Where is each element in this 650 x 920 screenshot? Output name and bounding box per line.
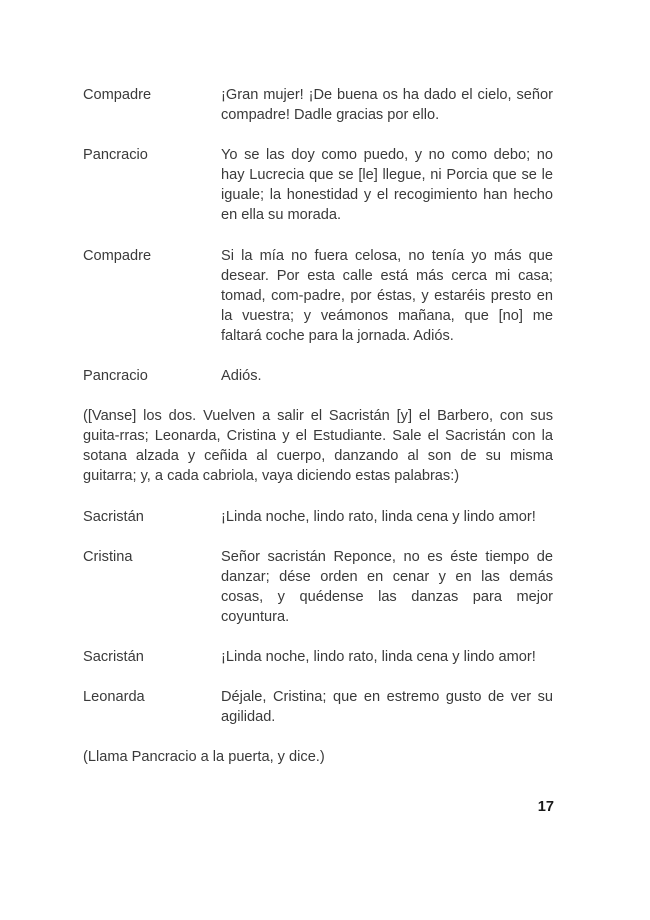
speech-text: Si la mía no fuera celosa, no tenía yo más que desear. Por esta calle está más cerca mi casa; tomad, com-padre, por éstas, y estaréis presto en la vuestra; y veámonos mañana, que [no] me faltará coche para la jornada. Adiós. — [221, 247, 553, 344]
dialogue-line — [83, 366, 553, 386]
stage-direction: ([Vanse] los dos. Vuelven a salir el Sacristán [y] el Barbero, con sus guita-rras; Leonarda, Cristina y el Estudiante. Sale el Sacristán con la sotana alzada y ceñida al cuerpo, danzando al son de su misma guitarra; y, a cada cabriola, vaya diciendo estas palabras:) — [83, 408, 553, 485]
page-number: 17 — [537, 799, 554, 815]
speech-text: Adiós. — [221, 368, 262, 385]
speaker-name: Pancracio — [83, 147, 148, 164]
dialogue-line — [83, 246, 553, 346]
speaker-name: Leonarda — [83, 689, 145, 706]
speech-text: ¡Linda noche, lindo rato, linda cena y lindo amor! — [221, 508, 536, 525]
speech-text: Déjale, Cristina; que en estremo gusto de ver su agilidad. — [221, 689, 553, 726]
stage-direction: (Llama Pancracio a la puerta, y dice.) — [83, 749, 325, 766]
dialogue-line — [83, 647, 553, 667]
speech-text: ¡Linda noche, lindo rato, linda cena y lindo amor! — [221, 648, 536, 665]
dialogue-line — [83, 85, 553, 125]
page-body — [83, 85, 553, 787]
dialogue-line — [83, 687, 553, 727]
speaker-name: Compadre — [83, 87, 152, 103]
speech-text: Señor sacristán Reponce, no es éste tiempo de danzar; dése orden en cenar y en las demás cosas, y quédense las danzas para mejor coyuntura. — [221, 548, 553, 625]
speaker-name: Compadre — [83, 247, 152, 264]
speaker-name: Cristina — [83, 548, 133, 565]
speech-text: Yo se las doy como puedo, y no como debo; no hay Lucrecia que se [le] llegue, ni Porcia que se le iguale; la honestidad y el recogimiento han hecho en ella su morada. — [221, 147, 553, 224]
dialogue-line — [83, 507, 553, 527]
dialogue-line — [83, 547, 553, 627]
speaker-name: Sacristán — [83, 648, 144, 665]
speech-text: ¡Gran mujer! ¡De buena os ha dado el cielo, señor compadre! Dadle gracias por ello. — [221, 87, 553, 124]
speaker-name: Pancracio — [83, 368, 148, 385]
dialogue-line — [83, 145, 553, 225]
speaker-name: Sacristán — [83, 508, 144, 525]
